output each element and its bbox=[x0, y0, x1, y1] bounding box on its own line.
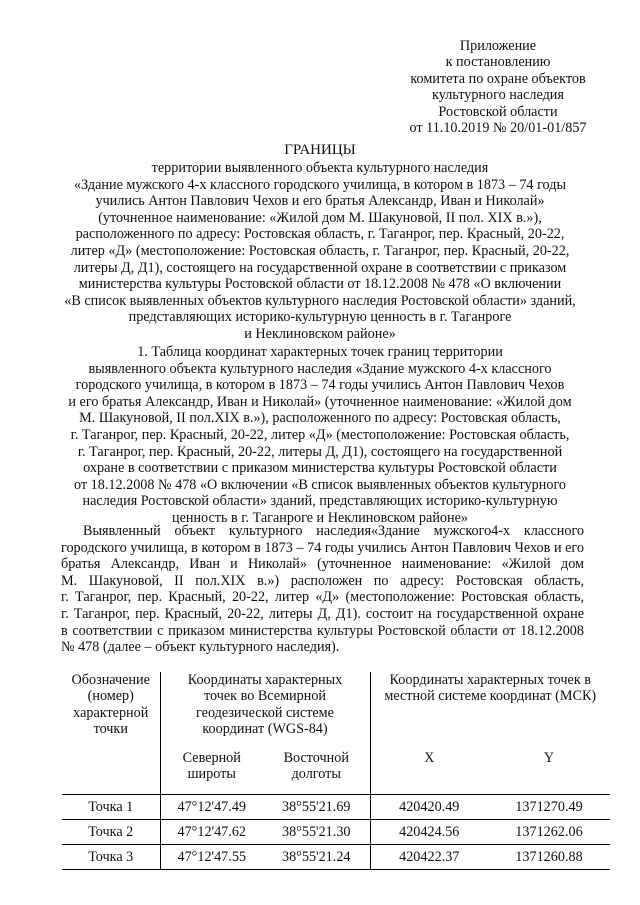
section-line: от 18.12.2008 № 478 «О включении «В список выявленных объектов культурного bbox=[73, 476, 566, 493]
header-text: характерной bbox=[73, 704, 149, 721]
subheader-east-longitude bbox=[263, 742, 370, 795]
cell-east: 38°55'21.69 bbox=[263, 795, 370, 820]
section-line: и его братья Александр, Иван и Николай» (уточненное наименование: «Жилой дом bbox=[68, 393, 572, 410]
table-row bbox=[62, 820, 610, 845]
section-line: М. Шакуновой, II пол.XIX в.»), расположенного по адресу: Ростовская область, bbox=[79, 410, 561, 427]
section-line: городского училища, в котором в 1873 – 74 годы учились Антон Павлович Чехов bbox=[75, 377, 565, 394]
cell-y: 1371270.49 bbox=[488, 795, 610, 820]
appendix-line: от 11.10.2019 № 20/01-01/857 bbox=[409, 120, 587, 137]
header-text: Координаты характерных точек в bbox=[389, 672, 591, 688]
cell-north: 47°12'47.62 bbox=[160, 820, 263, 845]
section-line: выявленного объекта культурного наследия «Здание мужского 4-х классного bbox=[88, 360, 552, 377]
paragraph-line: г. Таганрог, пер. Красный, 20-22, литер «Д» (местоположение: Ростовская область, bbox=[61, 589, 584, 606]
paragraph-line: братья Александр, Иван и Николай» (уточненное наименование: «Жилой дом bbox=[61, 556, 584, 573]
appendix-line: комитета по охране объектов bbox=[410, 70, 586, 87]
subtitle-line: «Здание мужского 4-х классного городского училища, в котором в 1873 – 74 годы bbox=[74, 176, 566, 193]
header-text: Обозначение bbox=[71, 672, 150, 688]
section-line: 1. Таблица координат характерных точек границ территории bbox=[137, 344, 503, 360]
cell-north: 47°12'47.49 bbox=[160, 795, 263, 820]
subtitle-line: и Неклиновском районе» bbox=[244, 325, 396, 342]
cell-y: 1371262.06 bbox=[488, 820, 610, 845]
cell-x: 420424.56 bbox=[370, 820, 488, 845]
document-subtitle bbox=[50, 160, 590, 343]
paragraph-line: в соответствии с приказом министерства культуры Ростовской области от 18.12.2008 bbox=[61, 622, 584, 639]
appendix-line: культурного наследия bbox=[432, 87, 564, 104]
section-line: охране в соответствии с приказом министерства культуры Ростовской области bbox=[83, 460, 557, 477]
subheader-text: Восточной bbox=[283, 750, 349, 766]
table-row bbox=[62, 845, 610, 870]
paragraph-line: М. Шакуновой, II пол.XIX в.») расположен по адресу: Ростовская область, bbox=[61, 572, 584, 589]
paragraph-line: городского училища, в котором в 1873 – 74 годы учились Антон Павлович Чехов и его bbox=[61, 539, 584, 556]
subtitle-line: литеры Д, Д1), состоящего на государственной охране в соответствии с приказом bbox=[73, 259, 567, 276]
subheader-x: X bbox=[370, 742, 488, 795]
cell-east: 38°55'21.30 bbox=[263, 820, 370, 845]
appendix-line: Ростовской области bbox=[438, 103, 558, 120]
header-text: точек во Всемирной bbox=[203, 688, 327, 705]
cell-x: 420420.49 bbox=[370, 795, 488, 820]
subtitle-line: учились Антон Павлович Чехов и его братья Александр, Иван и Николай» bbox=[95, 193, 545, 210]
header-text: точки bbox=[93, 721, 128, 738]
section-line: ценность в г. Таганроге и Неклиновском районе» bbox=[171, 509, 468, 526]
subtitle-line: территории выявленного объекта культурного наследия bbox=[151, 160, 489, 176]
header-text: (номер) bbox=[87, 688, 134, 705]
subtitle-line: министерства культуры Ростовской области от 18.12.2008 № 478 «О включении bbox=[78, 276, 562, 293]
header-msk bbox=[370, 672, 610, 742]
subheader-text: Северной bbox=[182, 750, 241, 766]
subtitle-line: расположенного по адресу: Ростовская область, г. Таганрог, пер. Красный, 20-22, bbox=[75, 226, 565, 243]
subtitle-line: литер «Д» (местоположение: Ростовская область, г. Таганрог, пер. Красный, 20-22, bbox=[70, 242, 570, 259]
paragraph-line: Выявленный объект культурного наследия«Здание мужского4-х классного bbox=[83, 523, 584, 539]
subtitle-line: представляющих историко-культурную ценность в г. Таганроге bbox=[128, 309, 512, 326]
appendix-line: к постановлению bbox=[445, 54, 551, 71]
section-line: г. Таганрог, пер. Красный, 20-22, литеры Д, Д1), состоящего на государственной bbox=[77, 443, 563, 460]
paragraph-line: г. Таганрог, пер. Красный, 20-22, литеры Д, Д1). состоит на государственной охране bbox=[61, 605, 584, 622]
table-header-row bbox=[62, 672, 610, 742]
appendix-line: Приложение bbox=[459, 38, 537, 54]
subheader-text: долготы bbox=[291, 766, 341, 783]
cell-north: 47°12'47.55 bbox=[160, 845, 263, 870]
header-text: координат (WGS-84) bbox=[202, 721, 328, 738]
subheader-north-latitude bbox=[160, 742, 263, 795]
subtitle-line: (уточненное наименование: «Жилой дом М. Шакуновой, II пол. XIX в.»), bbox=[98, 209, 542, 226]
cell-east: 38°55'21.24 bbox=[263, 845, 370, 870]
header-text: геодезической системе bbox=[196, 704, 334, 721]
header-wgs84 bbox=[160, 672, 370, 742]
header-text: местной системе координат (МСК) bbox=[384, 688, 597, 705]
cell-y: 1371260.88 bbox=[488, 845, 610, 870]
table-row bbox=[62, 795, 610, 820]
section-line: наследия Ростовской области» зданий, представляющих историко-культурную bbox=[82, 493, 558, 510]
subheader-y: Y bbox=[488, 742, 610, 795]
section-1-heading bbox=[50, 344, 590, 527]
cell-point: Точка 2 bbox=[62, 820, 160, 845]
appendix-block bbox=[398, 38, 598, 136]
cell-point: Точка 1 bbox=[62, 795, 160, 820]
subheader-text: широты bbox=[187, 766, 236, 783]
cell-point: Точка 3 bbox=[62, 845, 160, 870]
header-text: Координаты характерных bbox=[187, 672, 343, 688]
header-point-designation bbox=[62, 672, 160, 795]
section-line: г. Таганрог, пер. Красный, 20-22, литер «Д» (местоположение: Ростовская область, bbox=[70, 426, 570, 443]
description-paragraph bbox=[61, 523, 584, 656]
coordinates-table bbox=[62, 672, 610, 870]
subtitle-line: «В список выявленных объектов культурного наследия Ростовской области» зданий, bbox=[64, 292, 576, 309]
cell-x: 420422.37 bbox=[370, 845, 488, 870]
paragraph-line: № 478 (далее – объект культурного наследия). bbox=[61, 639, 340, 656]
document-title: ГРАНИЦЫ bbox=[284, 142, 356, 158]
